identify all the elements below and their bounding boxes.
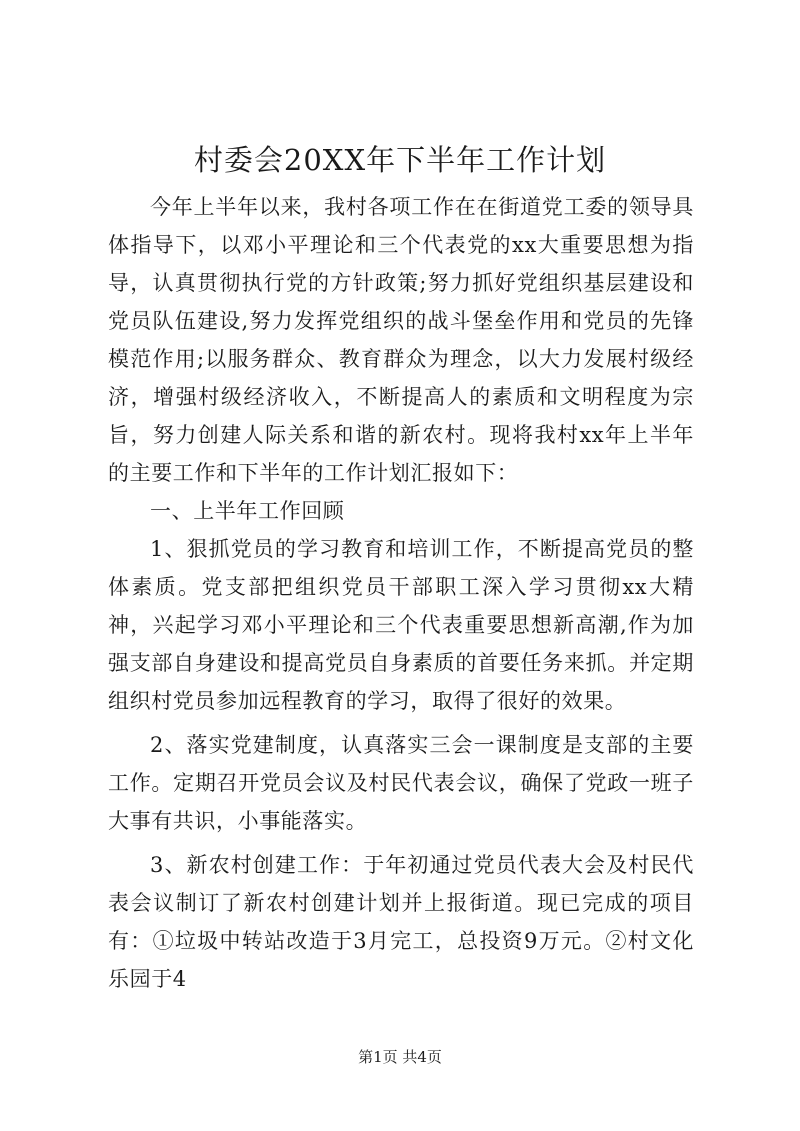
- item-paragraph-2: 2、落实党建制度，认真落实三会一课制度是支部的主要工作。定期召开党员会议及村民代表会议，确保了党政一班子大事有共识，小事能落实。: [108, 733, 694, 833]
- intro-paragraph: 今年上半年以来，我村各项工作在在街道党工委的领导具体指导下，以邓小平理论和三个代表党的xx大重要思想为指导，认真贯彻执行党的方针政策;努力抓好党组织基层建设和党员队伍建设,努力发挥党组织的战斗堡垒作用和党员的先锋模范作用;以服务群众、教育群众为理念，以大力发展村级经济，增强村级经济收入，不断提高人的素质和文明程度为宗旨，努力创建人际关系和谐的新农村。现将我村xx年上半年的主要工作和下半年的工作计划汇报如下：: [108, 195, 694, 485]
- item-paragraph-1: 1、狠抓党员的学习教育和培训工作，不断提高党员的整体素质。党支部把组织党员干部职工深入学习贯彻xx大精神，兴起学习邓小平理论和三个代表重要思想新高潮,作为加强支部自身建设和提高党员自身素质的首要任务来抓。并定期组织村党员参加远程教育的学习，取得了很好的效果。: [108, 537, 694, 713]
- section-heading: 一、上半年工作回顾: [150, 499, 345, 523]
- document-title: 村委会20XX年下半年工作计划: [193, 143, 607, 177]
- item-paragraph-3: 3、新农村创建工作：于年初通过党员代表大会及村民代表会议制订了新农村创建计划并上报街道。现已完成的项目有：①垃圾中转站改造于3月完工，总投资9万元。②村文化乐园于4: [108, 853, 694, 991]
- page-number-footer: 第1页 共4页: [358, 1048, 442, 1066]
- document-body: [108, 188, 694, 998]
